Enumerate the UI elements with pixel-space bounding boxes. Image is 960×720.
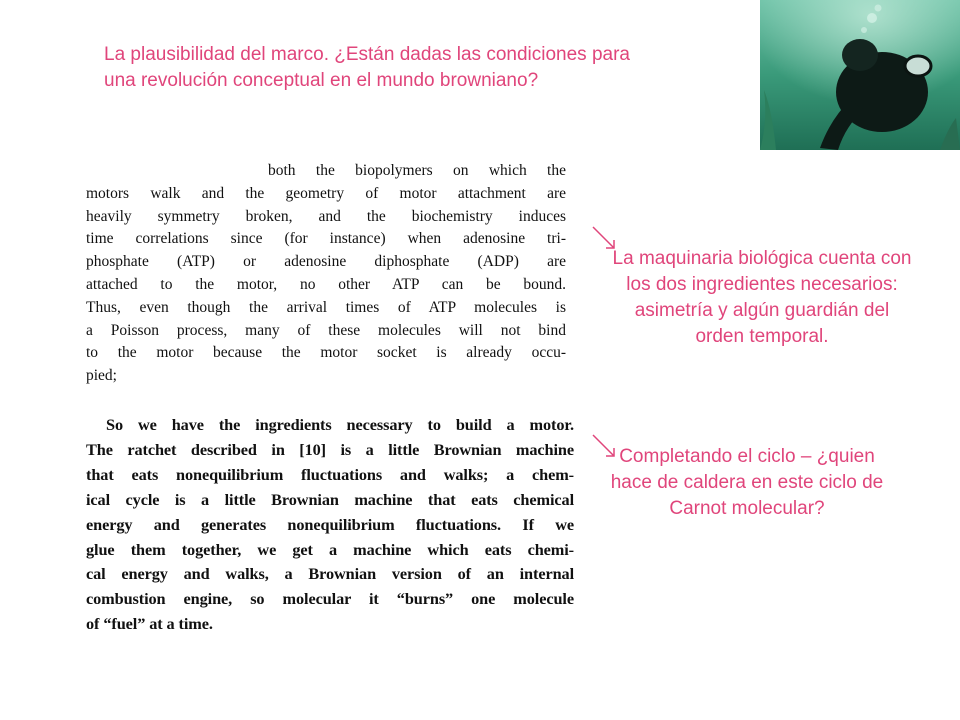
excerpt-line: energy and generates nonequilibrium fluctuations. If we — [86, 514, 574, 534]
excerpt-line: of “fuel” at a time. — [86, 614, 213, 634]
annotation-ingredients: La maquinaria biológica cuenta con los dos ingredientes necesarios: asimetría y algún guardián del orden temporal. — [612, 248, 912, 347]
excerpt-line: Thus, even though the arrival times of ATP molecules is — [86, 298, 566, 316]
excerpt-line: glue them together, we get a machine which eats chemi- — [86, 539, 574, 559]
excerpt-line: both the biopolymers on which the — [268, 162, 566, 179]
excerpt-line: a Poisson process, many of these molecules will not bind — [86, 321, 566, 339]
annotation-carnot-cycle: Completando el ciclo – ¿quien hace de caldera en este ciclo de Carnot molecular? — [610, 446, 884, 519]
excerpt-line: motors walk and the geometry of motor attachment are — [86, 184, 566, 202]
excerpt-line: attached to the motor, no other ATP can be bound. — [86, 275, 566, 293]
excerpt-line: phosphate (ATP) or adenosine diphosphate (ADP) are — [86, 253, 566, 271]
excerpt-line: heavily symmetry broken, and the biochemistry induces — [86, 207, 566, 225]
excerpt-line: that eats nonequilibrium fluctuations and walks; a chem- — [86, 464, 574, 484]
excerpt-line: to the motor because the motor socket is already occu- — [86, 344, 566, 362]
excerpt-line: The ratchet described in [10] is a little Brownian machine — [86, 439, 574, 459]
excerpt-line: cal energy and walks, a Brownian version of an internal — [86, 564, 574, 584]
underwater-diver-image — [760, 0, 960, 150]
scuba-diver-photo — [760, 0, 960, 150]
excerpt-line: ical cycle is a little Brownian machine that eats chemical — [86, 489, 574, 509]
slide-title: La plausibilidad del marco. ¿Están dadas las condiciones para una revolución conceptual en el mundo browniano? — [104, 44, 630, 91]
excerpt-line: So we have the ingredients necessary to build a motor. — [106, 415, 574, 434]
excerpt-line: time correlations since (for instance) when adenosine tri- — [86, 230, 566, 248]
paper-excerpt-1 — [86, 160, 566, 388]
paper-excerpt-2 — [86, 413, 574, 637]
excerpt-line: pied; — [86, 367, 117, 385]
excerpt-line: combustion engine, so molecular it “burns” one molecule — [86, 589, 574, 609]
